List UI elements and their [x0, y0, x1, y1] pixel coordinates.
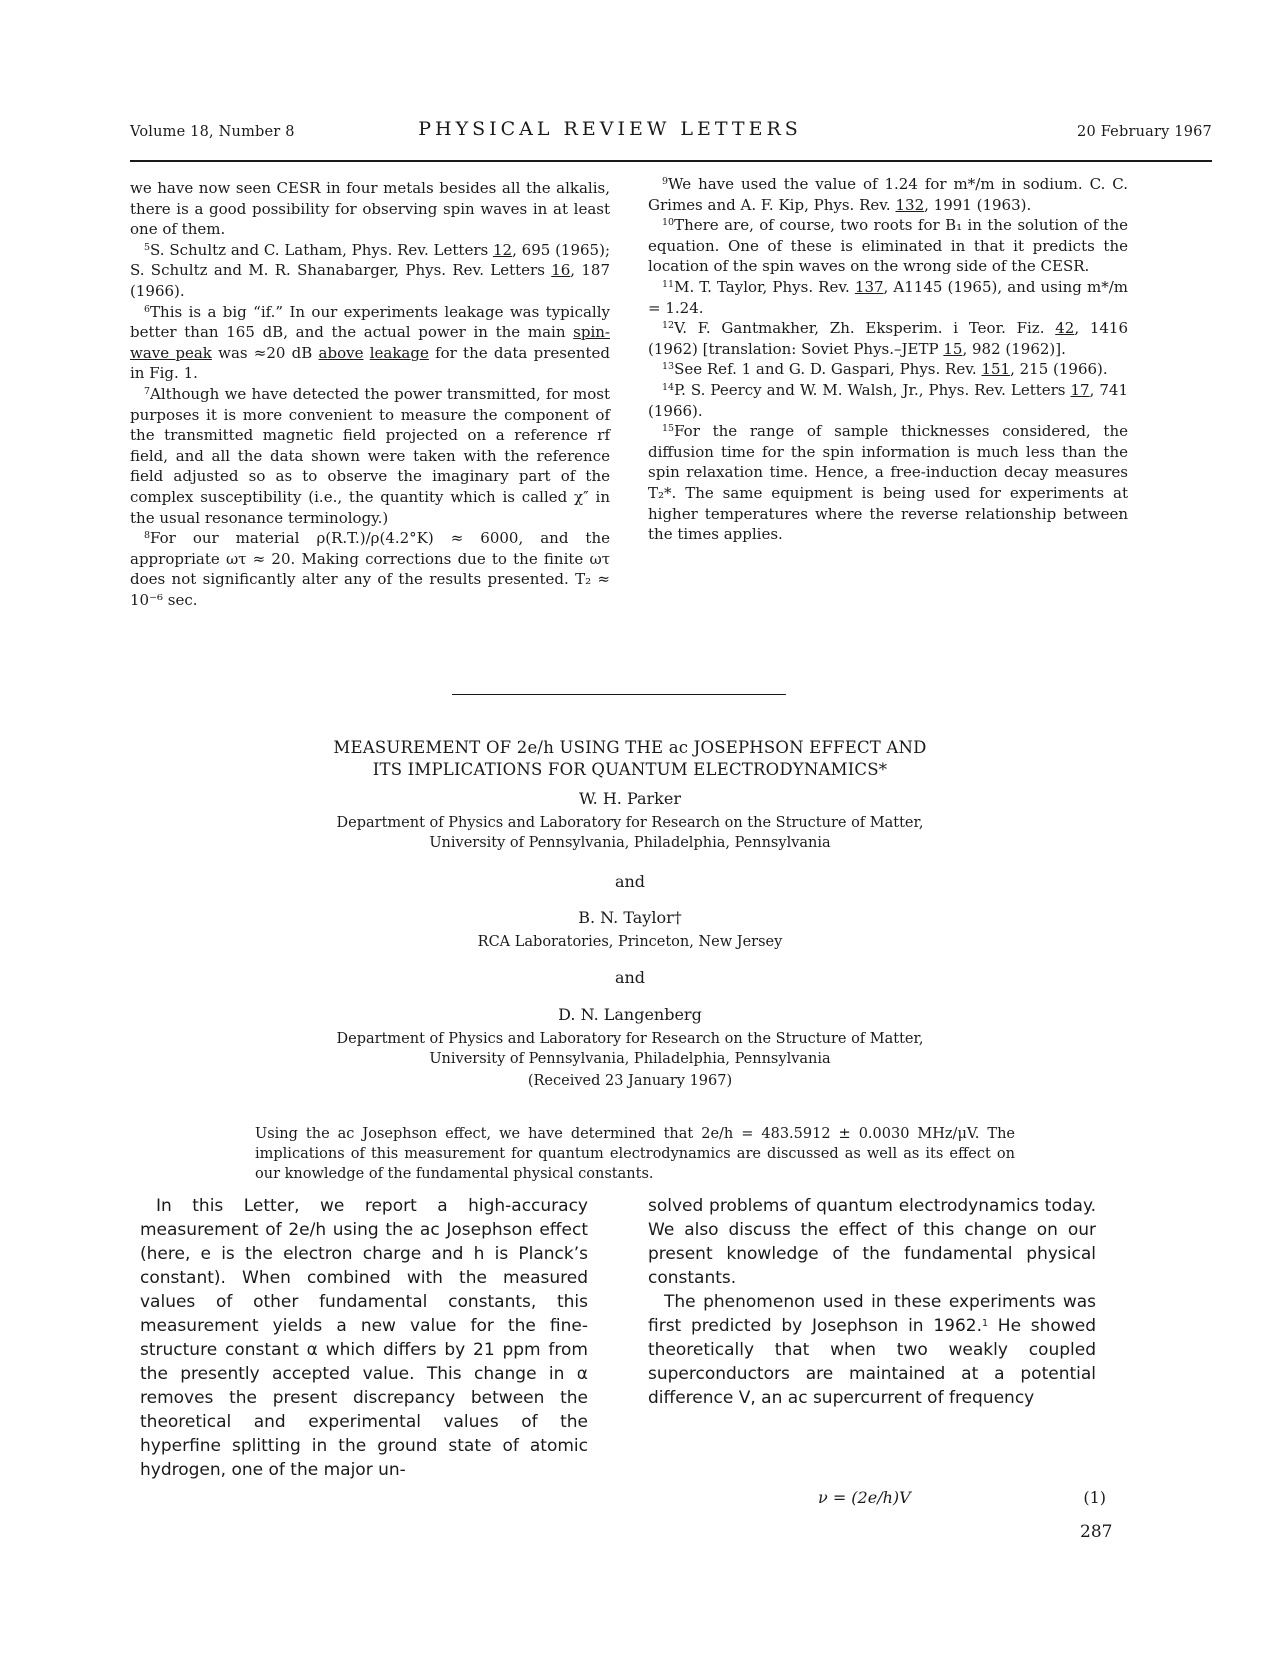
body-paragraph-1-continued: solved problems of quantum electrodynamics today. We also discuss the effect of this change on our present knowledge of the fundamental physical constants. — [648, 1196, 1096, 1288]
body-right-column — [648, 1194, 1096, 1410]
footnote-13: $^{13}$See Ref. 1 and G. D. Gaspari, Phys. Rev. 151, 215 (1966). — [662, 360, 1108, 379]
footnote-7: $^7$Although we have detected the power transmitted, for most purposes it is more convenient to measure the component of the transmitted magnetic field projected on a reference rf field, and all the data shown were taken with the reference field adjusted so as to observe the imaginary part of the complex susceptibility (i.e., the quantity which is called χ″ in the usual resonance terminology.) — [130, 384, 610, 527]
footnote-5: $^5$S. Schultz and C. Latham, Phys. Rev. Letters 12, 695 (1965); S. Schultz and M. R. Shanabarger, Phys. Rev. Letters 16, 187 (1966). — [130, 240, 610, 300]
body-paragraph-1: In this Letter, we report a high-accuracy measurement of 2e/h using the ac Josephson effect (here, e is the electron charge and h is Planck’s constant). When combined with the measured values of other fundamental constants, this measurement yields a new value for the fine-structure constant α which differs by 21 ppm from the presently accepted value. This change in α removes the present discrepancy between the theoretical and experimental values of the hyperfine splitting in the ground state of atomic hydrogen, one of the major un- — [140, 1196, 588, 1480]
body-paragraph-2: The phenomenon used in these experiments was first predicted by Josephson in 1962.$^1$ He showed theoretically that when two weakly coupled superconductors are maintained at a potential difference V, an ac supercurrent of frequency — [648, 1292, 1096, 1408]
footnote-12: $^{12}$V. F. Gantmakher, Zh. Eksperim. i Teor. Fiz. 42, 1416 (1962) [translation: Soviet Phys.–JETP 15, 982 (1962)]. — [648, 319, 1128, 358]
issue-date: 20 February 1967 — [1077, 124, 1212, 140]
footnote-6: $^6$This is a big “if.” In our experiments leakage was typically better than 165 dB, and the actual power in the main spin-wave peak was ≈20 dB above leakage for the data presented in Fig. 1. — [130, 302, 610, 383]
title-line-1: MEASUREMENT OF 2e/h USING THE ac JOSEPHSON EFFECT AND — [333, 738, 927, 757]
footnote-9: $^9$We have used the value of 1.24 for m*/m in sodium. C. C. Grimes and A. F. Kip, Phys. Rev. 132, 1991 (1963). — [648, 175, 1128, 214]
footnote-14: $^{14}$P. S. Peercy and W. M. Walsh, Jr., Phys. Rev. Letters 17, 741 (1966). — [648, 380, 1128, 420]
footnote-continuation: we have now seen CESR in four metals besides all the alkalis, there is a good possibility for observing spin waves in at least one of them. — [130, 179, 610, 239]
author-3: D. N. Langenberg — [558, 1005, 702, 1024]
equation-1 — [648, 1488, 1116, 1514]
and-separator-2: and — [614, 968, 646, 987]
affiliation-2: RCA Laboratories, Princeton, New Jersey — [477, 934, 783, 950]
running-header — [130, 118, 1212, 150]
reference-marker: 1 — [982, 1318, 989, 1329]
body-left-column — [140, 1194, 588, 1482]
footnote-11: $^{11}$M. T. Taylor, Phys. Rev. 137, A1145 (1965), and using m*/m = 1.24. — [648, 277, 1128, 317]
volume-label: Volume 18, Number 8 — [130, 124, 295, 140]
footnote-15: $^{15}$For the range of sample thicknesses considered, the diffusion time for the spin information is much less than the spin relaxation time. Hence, a free-induction decay measures T₂*. The same equipment is being used for experiments at higher temperatures where the reverse relationship between the times applies. — [648, 422, 1128, 544]
footnote-8: $^8$For our material ρ(R.T.)/ρ(4.2°K) ≈ 6000, and the appropriate ωτ ≈ 20. Making corrections due to the finite ωτ does not significantly alter any of the results presented. T₂ ≈ 10⁻⁶ sec. — [130, 529, 610, 609]
footnotes-left-column — [130, 178, 610, 610]
footnote-10: $^{10}$There are, of course, two roots for B₁ in the solution of the equation. One of these is eliminated in that it predicts the location of the spin waves on the wrong side of the CESR. — [648, 216, 1128, 276]
footnotes-right-column — [648, 174, 1128, 545]
affiliation-3: Department of Physics and Laboratory for Research on the Structure of Matter, University of Pennsylvania, Philadelphia, Pennsylvania — [336, 1031, 924, 1067]
title-line-2: ITS IMPLICATIONS FOR QUANTUM ELECTRODYNAMICS* — [372, 760, 888, 779]
page-number: 287 — [1080, 1522, 1113, 1542]
received-date: (Received 23 January 1967) — [527, 1073, 733, 1089]
section-divider — [452, 694, 786, 695]
header-rule — [130, 160, 1212, 162]
equation-expression: ν = (2e/h)V — [818, 1488, 911, 1507]
abstract: Using the ac Josephson effect, we have determined that 2e/h = 483.5912 ± 0.0030 MHz/μV. The implications of this measurement for quantum electrodynamics are discussed as well as its effect on our knowledge of the fundamental physical constants. — [255, 1126, 1015, 1182]
journal-title: PHYSICAL REVIEW LETTERS — [418, 118, 802, 140]
and-separator-1: and — [614, 872, 646, 891]
article-title — [130, 737, 1130, 781]
equation-number: (1) — [1083, 1488, 1106, 1507]
author-1: W. H. Parker — [579, 789, 681, 808]
author-2: B. N. Taylor† — [578, 908, 682, 927]
affiliation-1: Department of Physics and Laboratory for Research on the Structure of Matter, University of Pennsylvania, Philadelphia, Pennsylvania — [336, 815, 924, 851]
